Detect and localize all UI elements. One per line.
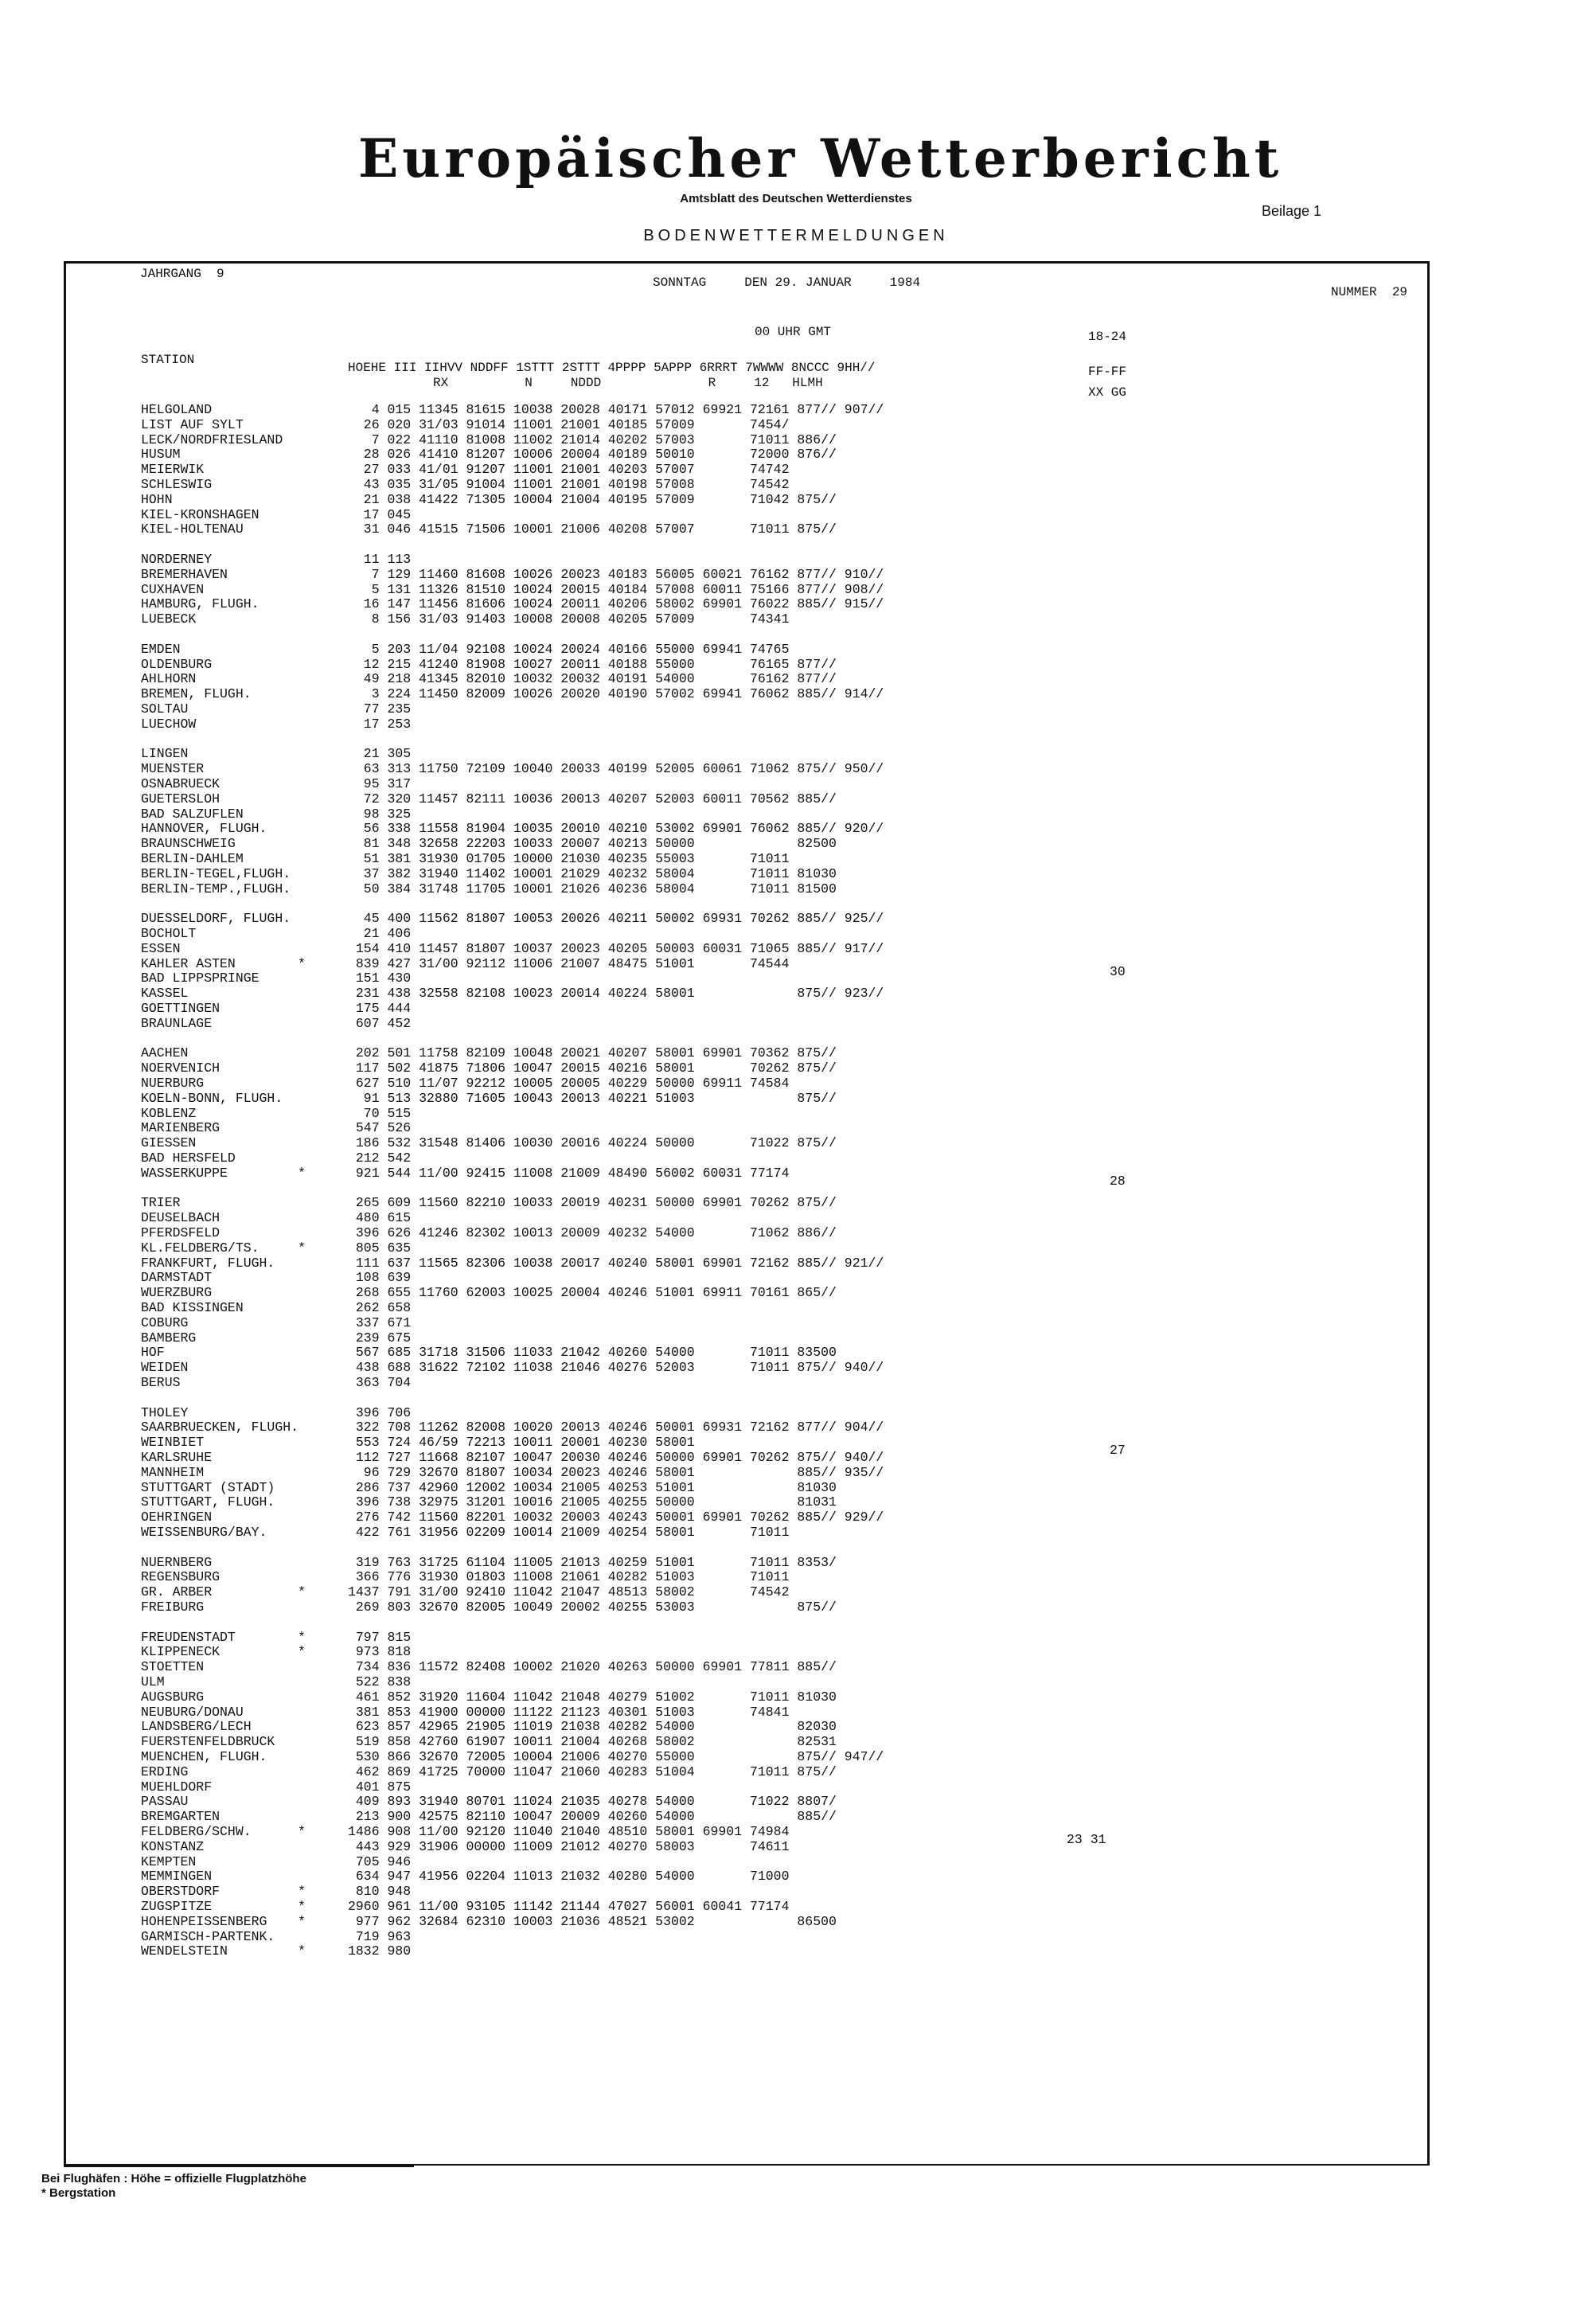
station-data: 461 852 31920 11604 11042 21048 40279 51002 71011 81030: [348, 1689, 837, 1705]
station-data: 627 510 11/07 92212 10005 20005 40229 50000 69911 74584: [348, 1076, 790, 1091]
station-data: 154 410 11457 81807 10037 20023 40205 50003 60031 71065 885// 917//: [348, 940, 884, 956]
station-data: 396 626 41246 82302 10013 20009 40232 54000 71062 886//: [348, 1225, 837, 1240]
station-data: 31 046 41515 71506 10001 21006 40208 57007 71011 875//: [348, 521, 837, 537]
station-data: 7 022 41110 81008 11002 21014 40202 57003 71011 886//: [348, 432, 837, 447]
station-data: 175 444: [348, 1001, 412, 1016]
station-name: KL.FELDBERG/TS.: [141, 1240, 259, 1256]
station-name: LECK/NORDFRIESLAND: [141, 432, 283, 447]
station-name: WEIDEN: [141, 1360, 189, 1376]
station-data: 973 818: [348, 1644, 412, 1660]
station-name: BREMERHAVEN: [141, 566, 228, 582]
station-data: 72 320 11457 82111 10036 20013 40207 52003 60011 70562 885//: [348, 791, 837, 807]
station-data: 381 853 41900 00000 11122 21123 40301 51003 74841: [348, 1704, 790, 1720]
station-data: 5 131 11326 81510 10024 20015 40184 57008 60011 75166 877// 908//: [348, 581, 884, 597]
station-name: AHLHORN: [141, 671, 197, 687]
station-data: 438 688 31622 72102 11038 21046 40276 52003 71011 875// 940//: [348, 1360, 884, 1376]
station-name: PFERDSFELD: [141, 1225, 220, 1240]
station-data: 50 384 31748 11705 10001 21026 40236 58004 71011 81500: [348, 881, 837, 896]
station-name: BERLIN-TEGEL,FLUGH.: [141, 865, 291, 881]
station-name: KARLSRUHE: [141, 1450, 213, 1465]
station-name: KLIPPENECK: [141, 1644, 220, 1660]
station-data: 322 708 11262 82008 10020 20013 40246 50001 69931 72162 877// 904//: [348, 1420, 884, 1435]
station-data: 1486 908 11/00 92120 11040 21040 48510 58001 69901 74984: [348, 1824, 790, 1839]
station-name: REGENSBURG: [141, 1569, 220, 1585]
station-data: 81 348 32658 22203 10033 20007 40213 50000 82500: [348, 836, 837, 852]
station-name: CUXHAVEN: [141, 581, 205, 597]
station-name: SAARBRUECKEN, FLUGH.: [141, 1420, 299, 1435]
station-data: 286 737 42960 12002 10034 21005 40253 51001 81030: [348, 1479, 837, 1495]
station-name: KAHLER ASTEN: [141, 955, 236, 971]
station-data: 396 738 32975 31201 10016 21005 40255 50000 81031: [348, 1494, 837, 1510]
station-name: BAD KISSINGEN: [141, 1300, 244, 1315]
station-data: 117 502 41875 71806 10047 20015 40216 58001 70262 875//: [348, 1060, 837, 1076]
station-name: MEIERWIK: [141, 462, 205, 478]
station-name: HOF: [141, 1345, 165, 1361]
station-data: 49 218 41345 82010 10032 20032 40191 54000 76162 877//: [348, 671, 837, 687]
station-data: 977 962 32684 62310 10003 21036 48521 53002 86500: [348, 1913, 837, 1929]
station-name: DEUSELBACH: [141, 1210, 220, 1226]
station-data: 8 156 31/03 91403 10008 20008 40205 57009 74341: [348, 611, 790, 627]
station-data: 28 026 41410 81207 10006 20004 40189 50010 72000 876//: [348, 447, 837, 463]
supplement-label: Beilage 1: [1262, 203, 1322, 219]
station-data: 262 658: [348, 1300, 412, 1315]
station-name: FUERSTENFELDBRUCK: [141, 1734, 275, 1750]
station-name: PASSAU: [141, 1794, 189, 1810]
station-name: OEHRINGEN: [141, 1510, 213, 1525]
station-name: FELDBERG/SCHW.: [141, 1824, 252, 1839]
station-name: KOELN-BONN, FLUGH.: [141, 1090, 283, 1106]
station-name: GOETTINGEN: [141, 1001, 220, 1016]
station-name: LIST AUF SYLT: [141, 416, 244, 432]
station-data: 45 400 11562 81807 10053 20026 40211 50002 69931 70262 885// 925//: [348, 911, 884, 927]
station-name: BAD HERSFELD: [141, 1150, 236, 1166]
station-data: 810 948: [348, 1884, 412, 1900]
station-name: SOLTAU: [141, 701, 189, 717]
station-name: ESSEN: [141, 940, 181, 956]
station-name: BRAUNSCHWEIG: [141, 836, 236, 852]
station-data: 363 704: [348, 1375, 412, 1390]
station-name: FREUDENSTADT: [141, 1629, 236, 1645]
mountain-station-marker: *: [298, 1884, 306, 1900]
column-header-gust: FF-FF: [1088, 365, 1127, 379]
station-data: 21 406: [348, 926, 412, 941]
station-data: 108 639: [348, 1270, 412, 1286]
page-title: Europäischer Wetterbericht: [358, 127, 1283, 189]
station-name: BERLIN-DAHLEM: [141, 851, 244, 866]
mountain-station-marker: *: [298, 1899, 306, 1914]
station-data: 151 430: [348, 971, 412, 986]
volume-label: JAHRGANG 9: [140, 267, 224, 281]
station-name: NORDERNEY: [141, 552, 213, 567]
station-data: 276 742 11560 82201 10032 20003 40243 50001 69901 70262 885// 929//: [348, 1510, 884, 1525]
station-name: KONSTANZ: [141, 1838, 205, 1854]
station-name: WENDELSTEIN: [141, 1943, 228, 1959]
station-name: GARMISCH-PARTENK.: [141, 1928, 275, 1944]
station-name: BAD LIPPSPRINGE: [141, 971, 259, 986]
station-name: WASSERKUPPE: [141, 1165, 228, 1181]
station-name: BERLIN-TEMP.,FLUGH.: [141, 881, 291, 896]
station-name: AACHEN: [141, 1045, 189, 1061]
station-data: 21 038 41422 71305 10004 21004 40195 57009 71042 875//: [348, 491, 837, 507]
station-name: BREMGARTEN: [141, 1809, 220, 1825]
station-data: 480 615: [348, 1210, 412, 1226]
station-name: MUENCHEN, FLUGH.: [141, 1749, 267, 1764]
station-name: THOLEY: [141, 1404, 189, 1420]
station-name: NOERVENICH: [141, 1060, 220, 1076]
station-name: EMDEN: [141, 641, 181, 657]
station-name: NUERBURG: [141, 1076, 205, 1091]
station-data: 96 729 32670 81807 10034 20023 40246 58001 885// 935//: [348, 1464, 884, 1480]
station-data: 522 838: [348, 1674, 412, 1689]
station-data: 634 947 41956 02204 11013 21032 40280 54000 71000: [348, 1869, 790, 1885]
station-data: 7 129 11460 81608 10026 20023 40183 56005 60021 76162 877// 910//: [348, 566, 884, 582]
station-data: 797 815: [348, 1629, 412, 1645]
station-name: KASSEL: [141, 986, 189, 1002]
station-data: 111 637 11565 82306 10038 20017 40240 58001 69901 72162 885// 921//: [348, 1255, 884, 1271]
station-name: WEINBIET: [141, 1435, 205, 1451]
station-data: 805 635: [348, 1240, 412, 1256]
station-name: SCHLESWIG: [141, 477, 213, 492]
gust-value: 28: [1110, 1173, 1126, 1189]
station-name: MARIENBERG: [141, 1120, 220, 1136]
gust-value: 27: [1110, 1443, 1126, 1459]
station-data: 366 776 31930 01803 11008 21061 40282 51003 71011: [348, 1569, 790, 1585]
station-data: 5 203 11/04 92108 10024 20024 40166 55000 69941 74765: [348, 641, 790, 657]
station-name: DUESSELDORF, FLUGH.: [141, 911, 291, 927]
station-data: 462 869 41725 70000 11047 21060 40283 51004 71011 875//: [348, 1764, 837, 1779]
station-name: GIESSEN: [141, 1135, 197, 1151]
station-name: BAMBERG: [141, 1330, 197, 1346]
station-name: HANNOVER, FLUGH.: [141, 821, 267, 837]
station-name: FRANKFURT, FLUGH.: [141, 1255, 275, 1271]
station-data: 37 382 31940 11402 10001 21029 40232 58004 71011 81030: [348, 865, 837, 881]
station-data: 921 544 11/00 92415 11008 21009 48490 56002 60031 77174: [348, 1165, 790, 1181]
station-name: HUSUM: [141, 447, 181, 463]
station-data: 839 427 31/00 92112 11006 21007 48475 51001 74544: [348, 955, 790, 971]
station-name: KOBLENZ: [141, 1105, 197, 1121]
station-name: HOHENPEISSENBERG: [141, 1913, 267, 1929]
column-header-codes: HOEHE III IIHVV NDDFF 1STTT 2STTT 4PPPP 5APPP 6RRRT 7WWWW 8NCCC 9HH//: [348, 361, 876, 375]
issue-number: NUMMER 29: [1331, 285, 1408, 299]
station-name: STUTTGART, FLUGH.: [141, 1494, 275, 1510]
station-data: 734 836 11572 82408 10002 21020 40263 50000 69901 77811 885//: [348, 1659, 837, 1675]
station-data: 70 515: [348, 1105, 412, 1121]
station-data: 51 381 31930 01705 10000 21030 40235 55003 71011: [348, 851, 790, 866]
mountain-station-marker: *: [298, 955, 306, 971]
station-data: 443 929 31906 00000 11009 21012 40270 58003 74611: [348, 1838, 790, 1854]
station-name: ULM: [141, 1674, 165, 1689]
station-name: OLDENBURG: [141, 656, 213, 672]
station-name: ZUGSPITZE: [141, 1899, 213, 1914]
station-name: HELGOLAND: [141, 402, 213, 417]
column-header-station: STATION: [141, 353, 195, 367]
mountain-station-marker: *: [298, 1824, 306, 1839]
gust-value: 30: [1110, 963, 1126, 979]
station-data: 1437 791 31/00 92410 11042 21047 48513 58002 74542: [348, 1584, 790, 1600]
station-name: WUERZBURG: [141, 1285, 213, 1301]
station-name: STUTTGART (STADT): [141, 1479, 275, 1495]
mountain-station-marker: *: [298, 1629, 306, 1645]
mountain-station-marker: *: [298, 1165, 306, 1181]
station-data: 56 338 11558 81904 10035 20010 40210 53002 69901 76062 885// 920//: [348, 821, 884, 837]
station-name: COBURG: [141, 1314, 189, 1330]
gust-value: 23 31: [1067, 1832, 1106, 1847]
station-data: 396 706: [348, 1404, 412, 1420]
station-data: 95 317: [348, 776, 412, 791]
station-name: BREMEN, FLUGH.: [141, 686, 252, 702]
station-name: OBERSTDORF: [141, 1884, 220, 1900]
footnote-mountain-station: * Bergstation: [41, 2186, 116, 2200]
mountain-station-marker: *: [298, 1644, 306, 1660]
station-data: 212 542: [348, 1150, 412, 1166]
station-data: 719 963: [348, 1928, 412, 1944]
station-name: KIEL-KRONSHAGEN: [141, 506, 259, 522]
station-data: 12 215 41240 81908 10027 20011 40188 55000 76165 877//: [348, 656, 837, 672]
station-name: DARMSTADT: [141, 1270, 213, 1286]
station-data: 77 235: [348, 701, 412, 717]
station-name: BAD SALZUFLEN: [141, 806, 244, 822]
station-data: 401 875: [348, 1779, 412, 1795]
station-name: STOETTEN: [141, 1659, 205, 1675]
station-data: 268 655 11760 62003 10025 20004 40246 51001 69911 70161 865//: [348, 1285, 837, 1301]
right-column-range: 18-24: [1088, 330, 1127, 344]
station-name: GR. ARBER: [141, 1584, 213, 1600]
station-data: 530 866 32670 72005 10004 21006 40270 55000 875// 947//: [348, 1749, 884, 1764]
station-data: 17 253: [348, 716, 412, 732]
station-name: TRIER: [141, 1195, 181, 1211]
station-data: 186 532 31548 81406 10030 20016 40224 50000 71022 875//: [348, 1135, 837, 1151]
station-data: 98 325: [348, 806, 412, 822]
mountain-station-marker: *: [298, 1913, 306, 1929]
report-date: SONNTAG DEN 29. JANUAR 1984: [653, 275, 921, 290]
station-name: KEMPTEN: [141, 1853, 197, 1869]
station-data: 553 724 46/59 72213 10011 20001 40230 58001: [348, 1435, 695, 1451]
station-name: BOCHOLT: [141, 926, 197, 941]
publisher-subtitle: Amtsblatt des Deutschen Wetterdienstes: [680, 192, 912, 205]
station-name: HAMBURG, FLUGH.: [141, 596, 259, 612]
station-data: 63 313 11750 72109 10040 20033 40199 52005 60061 71062 875// 950//: [348, 761, 884, 777]
station-data: 2960 961 11/00 93105 11142 21144 47027 56001 60041 77174: [348, 1899, 790, 1914]
station-data: 231 438 32558 82108 10023 20014 40224 58001 875// 923//: [348, 986, 884, 1002]
station-data: 519 858 42760 61907 10011 21004 40268 58002 82531: [348, 1734, 837, 1750]
station-name: ERDING: [141, 1764, 189, 1779]
station-data: 422 761 31956 02209 10014 21009 40254 58001 71011: [348, 1525, 790, 1540]
station-data: 16 147 11456 81606 10024 20011 40206 58002 69901 76022 885// 915//: [348, 596, 884, 612]
station-name: MANNHEIM: [141, 1464, 205, 1480]
station-data: 1832 980: [348, 1943, 412, 1959]
station-data: 705 946: [348, 1853, 412, 1869]
station-name: MUEHLDORF: [141, 1779, 213, 1795]
station-data: 337 671: [348, 1314, 412, 1330]
station-name: GUETERSLOH: [141, 791, 220, 807]
station-name: MUENSTER: [141, 761, 205, 777]
column-header-gust-sub: XX GG: [1088, 385, 1127, 400]
station-data: 319 763 31725 61104 11005 21013 40259 51001 71011 8353/: [348, 1554, 837, 1570]
mountain-station-marker: *: [298, 1240, 306, 1256]
mountain-station-marker: *: [298, 1943, 306, 1959]
station-data: 547 526: [348, 1120, 412, 1136]
station-name: LUEBECK: [141, 611, 197, 627]
station-data: 91 513 32880 71605 10043 20013 40221 51003 875//: [348, 1090, 837, 1106]
frame-bottom-line: [64, 2166, 414, 2167]
station-name: WEISSENBURG/BAY.: [141, 1525, 267, 1540]
station-name: MEMMINGEN: [141, 1869, 213, 1885]
station-data: 213 900 42575 82110 10047 20009 40260 54000 885//: [348, 1809, 837, 1825]
station-name: NEUBURG/DONAU: [141, 1704, 244, 1720]
station-data: 269 803 32670 82005 10049 20002 40255 53003 875//: [348, 1599, 837, 1615]
station-data: 43 035 31/05 91004 11001 21001 40198 57008 74542: [348, 477, 790, 492]
section-title: BODENWETTERMELDUNGEN: [643, 227, 949, 244]
station-data: 202 501 11758 82109 10048 20021 40207 58001 69901 70362 875//: [348, 1045, 837, 1061]
station-name: HOHN: [141, 491, 173, 507]
station-data: 11 113: [348, 552, 412, 567]
station-name: LUECHOW: [141, 716, 197, 732]
station-name: BERUS: [141, 1375, 181, 1390]
station-data: 112 727 11668 82107 10047 20030 40246 50000 69901 70262 875// 940//: [348, 1450, 884, 1465]
station-name: NUERNBERG: [141, 1554, 213, 1570]
station-data: 607 452: [348, 1015, 412, 1031]
station-data: 17 045: [348, 506, 412, 522]
station-data: 26 020 31/03 91014 11001 21001 40185 57009 7454/: [348, 416, 790, 432]
station-data: 265 609 11560 82210 10033 20019 40231 50000 69901 70262 875//: [348, 1195, 837, 1211]
station-data: 4 015 11345 81615 10038 20028 40171 57012 69921 72161 877// 907//: [348, 402, 884, 417]
station-data: 409 893 31940 80701 11024 21035 40278 54000 71022 8807/: [348, 1794, 837, 1810]
station-data: 239 675: [348, 1330, 412, 1346]
station-name: FREIBURG: [141, 1599, 205, 1615]
station-name: BRAUNLAGE: [141, 1015, 213, 1031]
station-name: OSNABRUECK: [141, 776, 220, 791]
station-name: KIEL-HOLTENAU: [141, 521, 244, 537]
station-data: 567 685 31718 31506 11033 21042 40260 54000 71011 83500: [348, 1345, 837, 1361]
station-name: LINGEN: [141, 746, 189, 762]
station-data: 3 224 11450 82009 10026 20020 40190 57002 69941 76062 885// 914//: [348, 686, 884, 702]
mountain-station-marker: *: [298, 1584, 306, 1600]
station-name: AUGSBURG: [141, 1689, 205, 1705]
station-name: LANDSBERG/LECH: [141, 1719, 252, 1735]
observation-time: 00 UHR GMT: [755, 325, 832, 339]
column-header-codes-sub: RX N NDDD R 12 HLMH: [433, 376, 823, 390]
station-data: 27 033 41/01 91207 11001 21001 40203 57007 74742: [348, 462, 790, 478]
station-data: 623 857 42965 21905 11019 21038 40282 54000 82030: [348, 1719, 837, 1735]
station-data: 21 305: [348, 746, 412, 762]
footnote-airport-height: Bei Flughäfen : Höhe = offizielle Flugplatzhöhe: [41, 2172, 306, 2185]
